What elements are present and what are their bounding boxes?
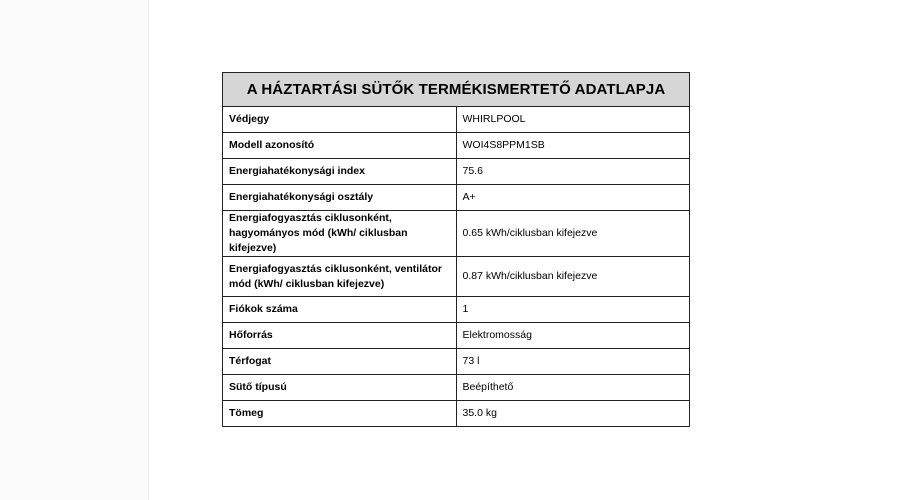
- table-row: [223, 375, 690, 401]
- table-title-row: [223, 73, 690, 107]
- row-value-model-id: WOI4S8PPM1SB: [456, 133, 690, 159]
- row-label-volume: Térfogat: [223, 349, 457, 375]
- page-margin-strip: [0, 0, 149, 500]
- row-value-consumption-conventional: 0.65 kWh/ciklusban kifejezve: [456, 211, 690, 257]
- row-label-energy-class: Energiahatékonysági osztály: [223, 185, 457, 211]
- row-label-consumption-conventional: Energiafogyasztás ciklusonként, hagyományos mód (kWh/ ciklusban kifejezve): [223, 211, 457, 257]
- table-row: [223, 185, 690, 211]
- row-value-energy-class: A+: [456, 185, 690, 211]
- table-row: [223, 211, 690, 257]
- table-row: [223, 133, 690, 159]
- row-label-cavities: Fiókok száma: [223, 297, 457, 323]
- row-label-trademark: Védjegy: [223, 107, 457, 133]
- row-value-heat-source: Elektromosság: [456, 323, 690, 349]
- table-row: [223, 297, 690, 323]
- row-label-energy-index: Energiahatékonysági index: [223, 159, 457, 185]
- row-label-model-id: Modell azonosító: [223, 133, 457, 159]
- row-value-consumption-fan: 0.87 kWh/ciklusban kifejezve: [456, 257, 690, 297]
- row-value-energy-index: 75.6: [456, 159, 690, 185]
- table-row: [223, 159, 690, 185]
- row-value-mass: 35.0 kg: [456, 401, 690, 427]
- product-fiche-table: [222, 72, 690, 427]
- row-label-consumption-fan: Energiafogyasztás ciklusonként, ventilátor mód (kWh/ ciklusban kifejezve): [223, 257, 457, 297]
- row-value-volume: 73 l: [456, 349, 690, 375]
- row-value-cavities: 1: [456, 297, 690, 323]
- row-label-oven-type: Sütő típusú: [223, 375, 457, 401]
- table-title: A HÁZTARTÁSI SÜTŐK TERMÉKISMERTETŐ ADATLAPJA: [223, 73, 690, 107]
- table-row: [223, 257, 690, 297]
- table-row: [223, 401, 690, 427]
- table-row: [223, 107, 690, 133]
- table-row: [223, 323, 690, 349]
- row-value-trademark: WHIRLPOOL: [456, 107, 690, 133]
- row-label-mass: Tömeg: [223, 401, 457, 427]
- row-value-oven-type: Beépíthető: [456, 375, 690, 401]
- table-row: [223, 349, 690, 375]
- row-label-heat-source: Hőforrás: [223, 323, 457, 349]
